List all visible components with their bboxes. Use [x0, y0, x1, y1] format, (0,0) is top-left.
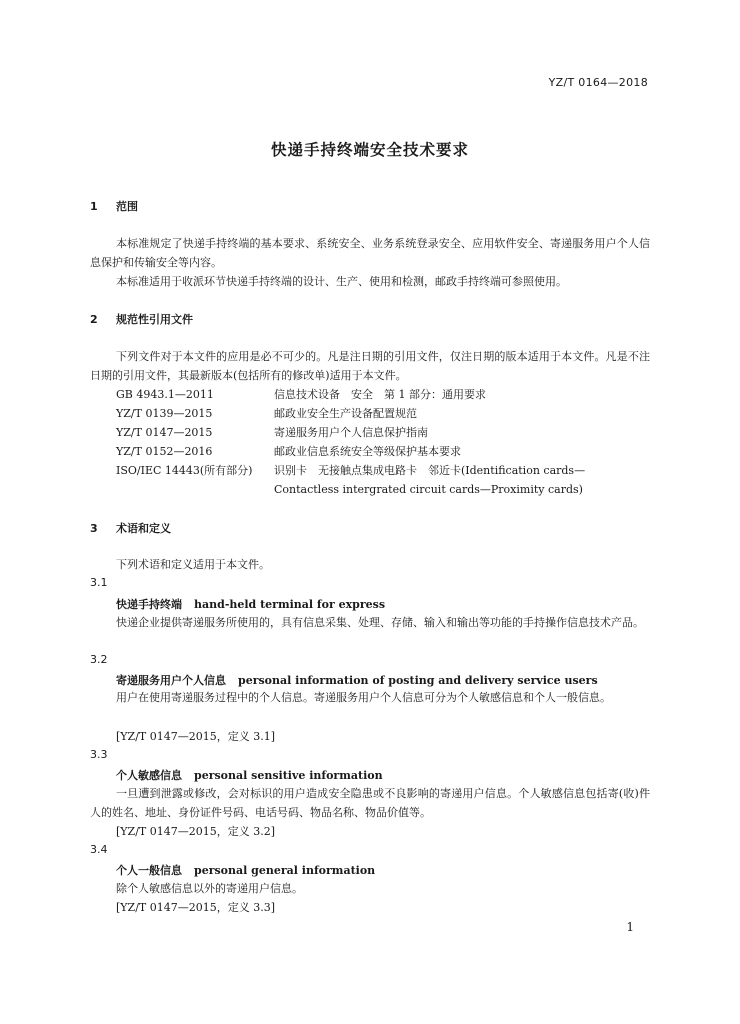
term-heading [116, 767, 383, 783]
clause-number: 3.3 [90, 748, 108, 761]
reference-name: 寄递服务用户个人信息保护指南 [274, 426, 428, 439]
section-number: 1 [90, 200, 98, 213]
term-definition: 用户在使用寄递服务过程中的个人信息。寄递服务用户个人信息可分为个人敏感信息和个人一般信息。 [116, 691, 611, 704]
section-3-heading [90, 520, 171, 536]
reference-code: YZ/T 0147—2015 [116, 426, 213, 439]
term-chinese: 个人敏感信息 [116, 769, 182, 782]
term-heading [116, 596, 385, 612]
term-english: hand-held terminal for express [194, 598, 386, 611]
scope-paragraph-2: 本标准适用于收派环节快递手持终端的设计、生产、使用和检测，邮政手持终端可参照使用。 [116, 275, 567, 288]
term-chinese: 个人一般信息 [116, 864, 182, 877]
section-title: 术语和定义 [116, 522, 171, 535]
reference-name: 邮政业信息系统安全等级保护基本要求 [274, 445, 461, 458]
term-definition: 一旦遭到泄露或修改，会对标识的用户造成安全隐患或不良影响的寄递用户信息。个人敏感信息包括寄(收)件人的姓名、地址、身份证件号码、电话号码、物品名称、物品价值等。 [90, 787, 650, 819]
term-heading [116, 862, 375, 878]
term-chinese: 快递手持终端 [116, 598, 182, 611]
term-heading [116, 672, 598, 688]
reference-name: 信息技术设备 安全 第 1 部分：通用要求 [274, 388, 486, 401]
section-title: 规范性引用文件 [116, 313, 193, 326]
reference-name: 邮政业安全生产设备配置规范 [274, 407, 417, 420]
reference-code: GB 4943.1—2011 [116, 388, 214, 401]
section-1-heading [90, 198, 138, 214]
term-chinese: 寄递服务用户个人信息 [116, 674, 226, 687]
section-number: 3 [90, 522, 98, 535]
scope-paragraph-1: 本标准规定了快递手持终端的基本要求、系统安全、业务系统登录安全、应用软件安全、寄递服务用户个人信息保护和传输安全等内容。 [90, 237, 650, 269]
term-source: [YZ/T 0147—2015，定义 3.1] [116, 730, 276, 743]
term-definition: 快递企业提供寄递服务所使用的，具有信息采集、处理、存储、输入和输出等功能的手持操作信息技术产品。 [116, 616, 644, 629]
reference-code: YZ/T 0152—2016 [116, 445, 213, 458]
clause-number: 3.2 [90, 653, 108, 666]
reference-code: YZ/T 0139—2015 [116, 407, 213, 420]
reference-name: 识别卡 无接触点集成电路卡 邻近卡(Identification cards—Contactless intergrated circuit cards—Proximity cards) [274, 464, 586, 496]
term-english: personal general information [194, 864, 376, 877]
term-source: [YZ/T 0147—2015，定义 3.3] [116, 901, 276, 914]
standard-code: YZ/T 0164—2018 [548, 76, 648, 89]
reference-code: ISO/IEC 14443(所有部分) [116, 464, 253, 477]
section-title: 范围 [116, 200, 138, 213]
clause-number: 3.4 [90, 843, 108, 856]
page-number: 1 [626, 920, 634, 934]
references-intro: 下列文件对于本文件的应用是必不可少的。凡是注日期的引用文件，仅注日期的版本适用于本文件。凡是不注日期的引用文件，其最新版本(包括所有的修改单)适用于本文件。 [90, 350, 650, 382]
terms-intro: 下列术语和定义适用于本文件。 [116, 558, 270, 571]
document-title: 快递手持终端安全技术要求 [270, 141, 469, 159]
term-english: personal sensitive information [194, 769, 383, 782]
section-2-heading [90, 311, 193, 327]
term-definition: 除个人敏感信息以外的寄递用户信息。 [116, 882, 303, 895]
clause-number: 3.1 [90, 576, 108, 589]
term-english: personal information of posting and delivery service users [238, 674, 598, 687]
section-number: 2 [90, 313, 98, 326]
term-source: [YZ/T 0147—2015，定义 3.2] [116, 825, 276, 838]
